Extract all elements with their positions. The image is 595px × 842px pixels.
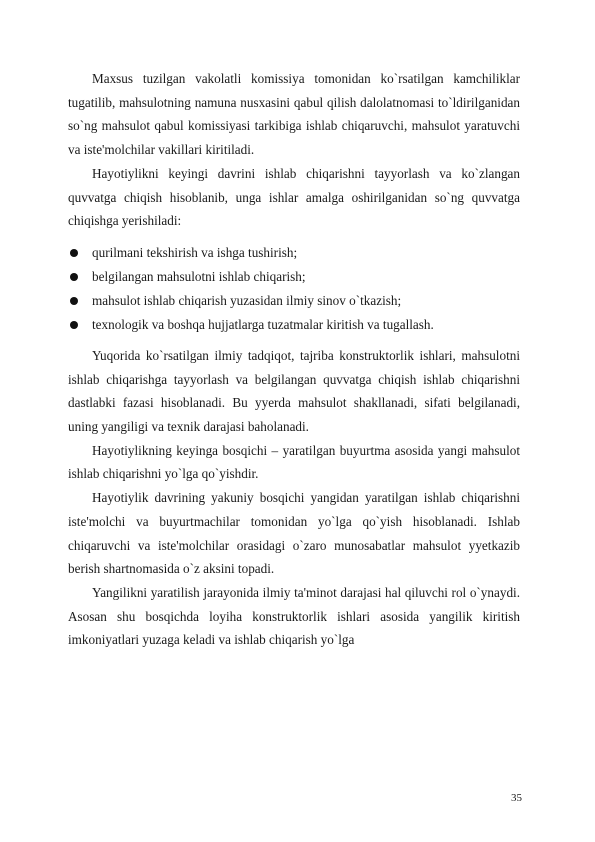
page-number: 35 — [511, 792, 522, 804]
bullet-icon — [70, 297, 78, 305]
list-item-text: qurilmani tekshirish va ishga tushirish; — [92, 244, 298, 260]
paragraph-lifecycle-next: Hayotiylikni keyingi davrini ishlab chiqarishni tayyorlash va ko`zlangan quvvatga chiqish hisoblanib, unga ishlar amalga oshirilganidan so`ng quvvatga chiqishga yerishiladi: — [68, 165, 520, 229]
list-item — [68, 241, 520, 265]
paragraph-commission: Maxsus tuzilgan vakolatli komissiya tomonidan ko`rsatilgan kamchiliklar tugatilib, mahsulotning namuna nusxasini qabul qilish dalolatnomasi to`ldirilganidan so`ng mahsulot qabul komissiyasi tarkibiga ishlab chiqaruvchi, mahsulot yaratuvchi va iste'molchilar vakillari kiritiladi. — [68, 71, 520, 158]
bullet-icon — [70, 321, 78, 329]
paragraph-final-stage: Hayotiylik davrining yakuniy bosqichi yangidan yaratilgan ishlab chiqarishni iste'molchi va buyurtmachilar tomonidan yo`lga qo`yish hisoblanadi. Ishlab chiqaruvchi va iste'molchilar orasidagi o`zaro munosabatlar mahsulot yyetkazib berish shartnomasida o`z aksini topadi. — [68, 490, 520, 577]
paragraph-innovation: Yangilikni yaratilish jarayonida ilmiy ta'minot darajasi hal qiluvchi rol o`ynaydi. Asosan shu bosqichda loyiha konstruktorlik ishlari asosida yangilik kiritish imkoniyatlari yuzaga keladi va ishlab chiqarish yo`lga — [68, 584, 520, 648]
bullet-icon — [70, 249, 78, 257]
paragraph-next-stage: Hayotiylikning keyinga bosqichi – yaratilgan buyurtma asosida yangi mahsulot ishlab chiqarishni yo`lga qo`yishdir. — [68, 442, 520, 482]
list-item — [68, 265, 520, 289]
list-item — [68, 313, 520, 337]
paragraph-research: Yuqorida ko`rsatilgan ilmiy tadqiqot, tajriba konstruktorlik ishlari, mahsulotni ishlab chiqarishga tayyorlash va belgilangan quvvatga chiqish ishlab chiqarishni dastlabki fazasi hisoblanadi. Bu yyerda mahsulot shakllanadi, sifati belgilanadi, uning yangiligi va texnik darajasi baholanadi. — [68, 347, 520, 435]
list-item-text: belgilangan mahsulotni ishlab chiqarish; — [92, 268, 306, 284]
bullet-list — [68, 241, 520, 337]
document-body — [68, 67, 520, 652]
list-item-text: texnologik va boshqa hujjatlarga tuzatmalar kiritish va tugallash. — [92, 316, 434, 332]
list-item-text: mahsulot ishlab chiqarish yuzasidan ilmiy sinov o`tkazish; — [92, 292, 402, 308]
list-item — [68, 289, 520, 313]
bullet-icon — [70, 273, 78, 281]
